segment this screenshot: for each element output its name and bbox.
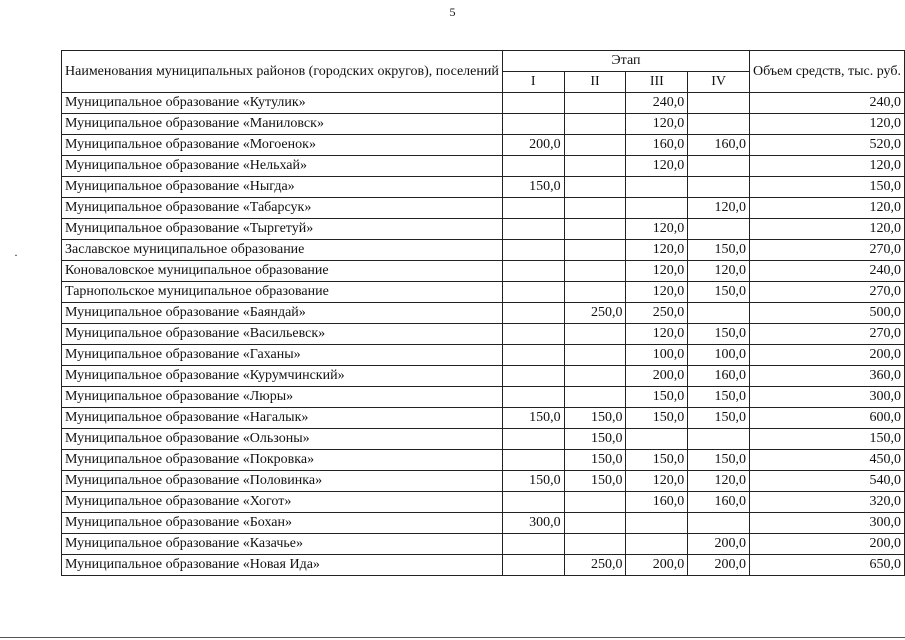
municipality-name: Муниципальное образование «Казачье» xyxy=(62,534,503,555)
stage-2-value xyxy=(564,366,626,387)
municipality-name: Коноваловское муниципальное образование xyxy=(62,261,503,282)
stage-1-value xyxy=(502,387,564,408)
total-value: 200,0 xyxy=(750,534,905,555)
stage-2-value xyxy=(564,492,626,513)
header-stage: Этап xyxy=(502,51,749,72)
municipality-name: Муниципальное образование «Нагалык» xyxy=(62,408,503,429)
stage-4-value: 200,0 xyxy=(688,555,750,576)
funding-table xyxy=(61,50,905,576)
stage-2-value xyxy=(564,324,626,345)
stage-1-value: 200,0 xyxy=(502,135,564,156)
header-stage-4: IV xyxy=(688,72,750,93)
stage-1-value: 150,0 xyxy=(502,408,564,429)
table-body xyxy=(62,93,905,576)
municipality-name: Заславское муниципальное образование xyxy=(62,240,503,261)
table-row xyxy=(62,93,905,114)
total-value: 450,0 xyxy=(750,450,905,471)
stage-1-value xyxy=(502,324,564,345)
stage-1-value xyxy=(502,492,564,513)
municipality-name: Муниципальное образование «Нельхай» xyxy=(62,156,503,177)
stage-4-value xyxy=(688,114,750,135)
stage-2-value xyxy=(564,513,626,534)
stage-2-value xyxy=(564,135,626,156)
total-value: 120,0 xyxy=(750,114,905,135)
municipality-name: Муниципальное образование «Кутулик» xyxy=(62,93,503,114)
stage-4-value: 160,0 xyxy=(688,135,750,156)
stage-4-value: 150,0 xyxy=(688,450,750,471)
stage-4-value: 150,0 xyxy=(688,240,750,261)
stage-1-value xyxy=(502,198,564,219)
stage-2-value xyxy=(564,534,626,555)
stage-3-value: 120,0 xyxy=(626,156,688,177)
stage-4-value xyxy=(688,156,750,177)
stage-1-value xyxy=(502,450,564,471)
stage-4-value xyxy=(688,177,750,198)
stage-4-value: 120,0 xyxy=(688,198,750,219)
stage-2-value: 150,0 xyxy=(564,408,626,429)
municipality-name: Муниципальное образование «Хогот» xyxy=(62,492,503,513)
stage-2-value xyxy=(564,156,626,177)
stage-3-value: 200,0 xyxy=(626,555,688,576)
stage-1-value xyxy=(502,219,564,240)
table-row xyxy=(62,387,905,408)
stage-4-value: 120,0 xyxy=(688,471,750,492)
total-value: 500,0 xyxy=(750,303,905,324)
header-stage-3: III xyxy=(626,72,688,93)
municipality-name: Муниципальное образование «Половинка» xyxy=(62,471,503,492)
municipality-name: Муниципальное образование «Гаханы» xyxy=(62,345,503,366)
table-row xyxy=(62,219,905,240)
table-row xyxy=(62,492,905,513)
stage-4-value: 160,0 xyxy=(688,492,750,513)
municipality-name: Муниципальное образование «Ользоны» xyxy=(62,429,503,450)
stage-3-value: 160,0 xyxy=(626,135,688,156)
stage-3-value: 120,0 xyxy=(626,261,688,282)
table-row xyxy=(62,471,905,492)
total-value: 520,0 xyxy=(750,135,905,156)
stage-1-value xyxy=(502,534,564,555)
stage-1-value xyxy=(502,429,564,450)
total-value: 120,0 xyxy=(750,219,905,240)
municipality-name: Муниципальное образование «Васильевск» xyxy=(62,324,503,345)
table-row xyxy=(62,261,905,282)
stage-3-value: 100,0 xyxy=(626,345,688,366)
stage-3-value: 150,0 xyxy=(626,387,688,408)
total-value: 270,0 xyxy=(750,324,905,345)
stage-4-value: 100,0 xyxy=(688,345,750,366)
stage-2-value: 150,0 xyxy=(564,471,626,492)
stage-3-value xyxy=(626,177,688,198)
stage-2-value xyxy=(564,93,626,114)
municipality-name: Муниципальное образование «Покровка» xyxy=(62,450,503,471)
stage-1-value: 150,0 xyxy=(502,471,564,492)
stage-3-value xyxy=(626,513,688,534)
stage-1-value xyxy=(502,555,564,576)
table-row xyxy=(62,534,905,555)
table-row xyxy=(62,135,905,156)
stage-3-value: 120,0 xyxy=(626,219,688,240)
stage-1-value xyxy=(502,282,564,303)
stage-2-value xyxy=(564,114,626,135)
stage-4-value xyxy=(688,93,750,114)
total-value: 300,0 xyxy=(750,513,905,534)
stage-3-value: 160,0 xyxy=(626,492,688,513)
stage-3-value: 120,0 xyxy=(626,282,688,303)
stage-4-value: 120,0 xyxy=(688,261,750,282)
total-value: 120,0 xyxy=(750,198,905,219)
municipality-name: Муниципальное образование «Тыргетуй» xyxy=(62,219,503,240)
municipality-name: Муниципальное образование «Ныгда» xyxy=(62,177,503,198)
stage-3-value: 120,0 xyxy=(626,324,688,345)
total-value: 150,0 xyxy=(750,177,905,198)
header-stage-1: I xyxy=(502,72,564,93)
page-number: 5 xyxy=(449,5,456,19)
total-value: 200,0 xyxy=(750,345,905,366)
total-value: 300,0 xyxy=(750,387,905,408)
table-row xyxy=(62,429,905,450)
stage-4-value: 150,0 xyxy=(688,408,750,429)
table-row xyxy=(62,555,905,576)
total-value: 320,0 xyxy=(750,492,905,513)
table-row xyxy=(62,114,905,135)
municipality-name: Муниципальное образование «Бохан» xyxy=(62,513,503,534)
stage-1-value xyxy=(502,114,564,135)
stage-3-value: 150,0 xyxy=(626,408,688,429)
stage-3-value: 240,0 xyxy=(626,93,688,114)
total-value: 270,0 xyxy=(750,282,905,303)
stage-2-value: 250,0 xyxy=(564,555,626,576)
stage-2-value xyxy=(564,387,626,408)
total-value: 120,0 xyxy=(750,156,905,177)
stage-4-value xyxy=(688,303,750,324)
stage-4-value: 150,0 xyxy=(688,282,750,303)
municipality-name: Муниципальное образование «Могоенок» xyxy=(62,135,503,156)
stage-2-value xyxy=(564,282,626,303)
stage-3-value xyxy=(626,198,688,219)
table-row xyxy=(62,198,905,219)
header-municipality: Наименования муниципальных районов (городских округов), поселений xyxy=(62,51,503,93)
header-stage-2: II xyxy=(564,72,626,93)
municipality-name: Муниципальное образование «Люры» xyxy=(62,387,503,408)
stage-2-value xyxy=(564,177,626,198)
stage-3-value: 120,0 xyxy=(626,471,688,492)
municipality-name: Муниципальное образование «Маниловск» xyxy=(62,114,503,135)
stage-4-value xyxy=(688,513,750,534)
stage-3-value xyxy=(626,534,688,555)
stage-1-value xyxy=(502,345,564,366)
total-value: 540,0 xyxy=(750,471,905,492)
stage-2-value: 150,0 xyxy=(564,450,626,471)
municipality-name: Тарнопольское муниципальное образование xyxy=(62,282,503,303)
table-row xyxy=(62,408,905,429)
header-row xyxy=(62,51,905,72)
header-total: Объем средств, тыс. руб. xyxy=(750,51,905,93)
table-row xyxy=(62,324,905,345)
total-value: 360,0 xyxy=(750,366,905,387)
page-bottom-divider xyxy=(0,637,905,638)
table-row xyxy=(62,345,905,366)
table-row xyxy=(62,303,905,324)
stage-4-value xyxy=(688,219,750,240)
stage-3-value: 150,0 xyxy=(626,450,688,471)
total-value: 240,0 xyxy=(750,93,905,114)
margin-mark: · xyxy=(14,248,18,262)
stage-2-value xyxy=(564,240,626,261)
total-value: 270,0 xyxy=(750,240,905,261)
stage-1-value: 300,0 xyxy=(502,513,564,534)
stage-1-value xyxy=(502,303,564,324)
stage-4-value: 150,0 xyxy=(688,324,750,345)
municipality-name: Муниципальное образование «Табарсук» xyxy=(62,198,503,219)
stage-2-value: 250,0 xyxy=(564,303,626,324)
stage-1-value xyxy=(502,366,564,387)
municipality-name: Муниципальное образование «Курумчинский» xyxy=(62,366,503,387)
total-value: 650,0 xyxy=(750,555,905,576)
stage-4-value: 160,0 xyxy=(688,366,750,387)
table-row xyxy=(62,282,905,303)
stage-1-value xyxy=(502,240,564,261)
stage-2-value: 150,0 xyxy=(564,429,626,450)
stage-1-value xyxy=(502,156,564,177)
stage-4-value xyxy=(688,429,750,450)
municipality-name: Муниципальное образование «Новая Ида» xyxy=(62,555,503,576)
total-value: 150,0 xyxy=(750,429,905,450)
stage-2-value xyxy=(564,345,626,366)
table-row xyxy=(62,366,905,387)
stage-2-value xyxy=(564,219,626,240)
total-value: 600,0 xyxy=(750,408,905,429)
stage-2-value xyxy=(564,261,626,282)
table-row xyxy=(62,177,905,198)
stage-1-value xyxy=(502,261,564,282)
stage-3-value xyxy=(626,429,688,450)
stage-3-value: 250,0 xyxy=(626,303,688,324)
stage-2-value xyxy=(564,198,626,219)
table-row xyxy=(62,240,905,261)
table-row xyxy=(62,513,905,534)
stage-3-value: 200,0 xyxy=(626,366,688,387)
stage-3-value: 120,0 xyxy=(626,240,688,261)
stage-4-value: 150,0 xyxy=(688,387,750,408)
table-row xyxy=(62,156,905,177)
stage-3-value: 120,0 xyxy=(626,114,688,135)
table-row xyxy=(62,450,905,471)
stage-4-value: 200,0 xyxy=(688,534,750,555)
total-value: 240,0 xyxy=(750,261,905,282)
stage-1-value xyxy=(502,93,564,114)
stage-1-value: 150,0 xyxy=(502,177,564,198)
municipality-name: Муниципальное образование «Баяндай» xyxy=(62,303,503,324)
